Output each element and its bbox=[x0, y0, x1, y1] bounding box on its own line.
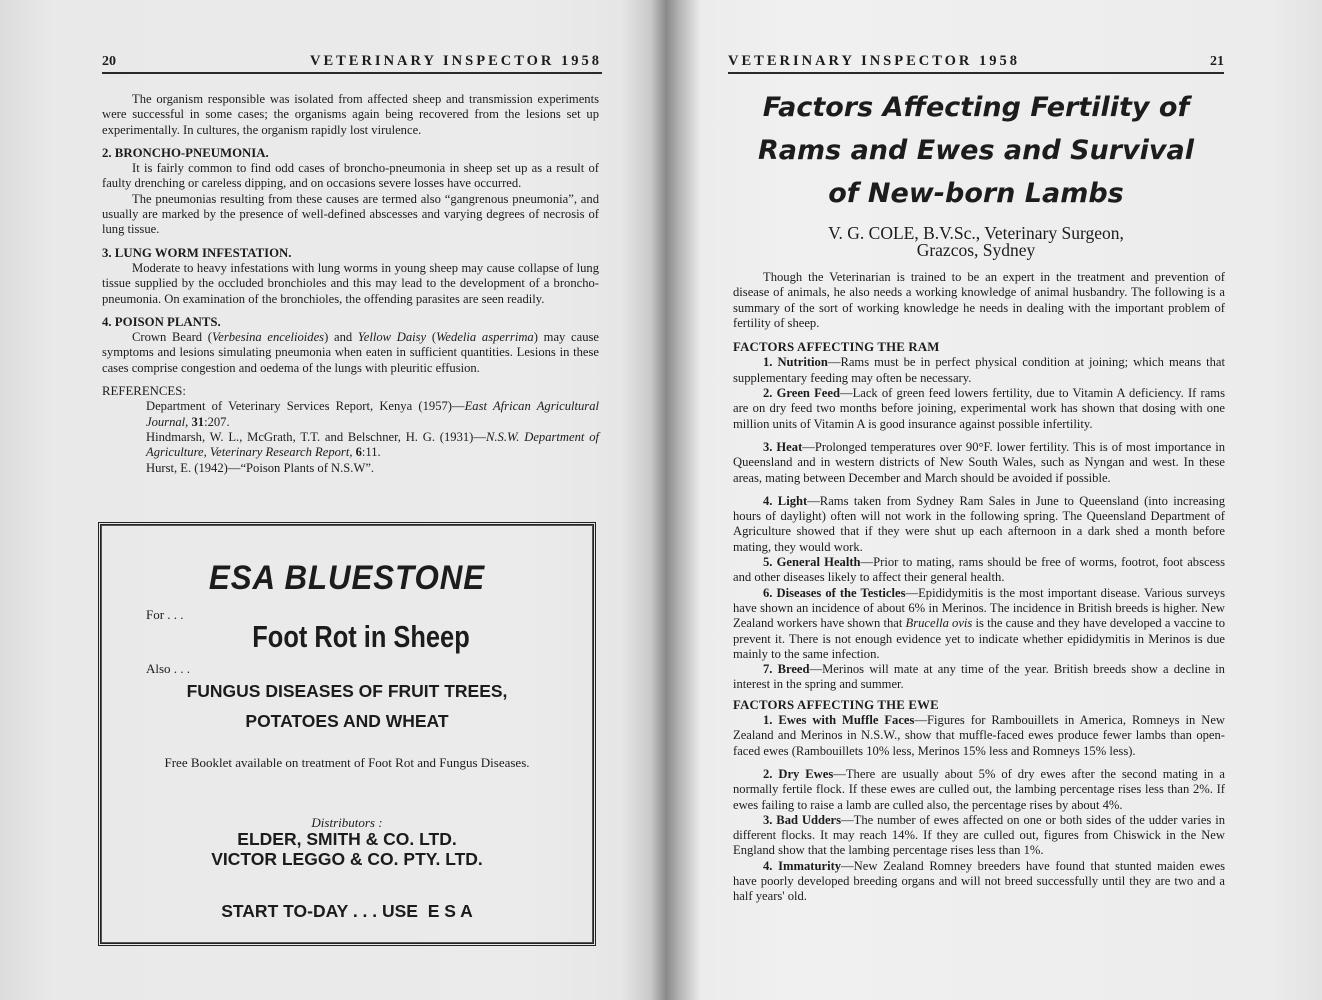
ad-distributors-label: Distributors : bbox=[311, 815, 383, 830]
ad-distributor-1: ELDER, SMITH & CO. LTD. bbox=[237, 829, 457, 849]
section-heading: 4. POISON PLANTS. bbox=[102, 314, 221, 329]
paragraph: Moderate to heavy infestations with lung worms in young sheep may cause collapse of lung tissue supplied by the occluded bronchioles and this may lead to the development of a broncho-pneumonia. On examination of the bronchioles, the offending parasites are seen readily. bbox=[102, 260, 599, 306]
left-column bbox=[102, 92, 599, 476]
author-byline: V. G. COLE, B.V.Sc., Veterinary Surgeon, Grazcos, Sydney bbox=[828, 223, 1124, 260]
ram-item: 2. Green Feed—Lack of green feed lowers fertility, due to Vitamin A deficiency. If rams are on dry feed two months before joining, experimental work has shown that dosing with one million units of Vitamin A is good insurance against possible infertility. bbox=[733, 386, 1225, 431]
ram-item: 3. Heat—Prolonged temperatures over 90°F. lower fertility. This is of most importance in Queensland and in western districts of New South Wales, such as Nyngan and west. In these areas, mating between December and March should be avoided if possible. bbox=[733, 439, 1225, 485]
ad-for-label: For . . . bbox=[146, 607, 184, 622]
section-heading: FACTORS AFFECTING THE EWE bbox=[733, 697, 939, 712]
ad-booklet-offer: Free Booklet available on treatment of Foot Rot and Fungus Diseases. bbox=[164, 755, 530, 770]
reference-item: Department of Veterinary Services Report, Kenya (1957)—East African Agricultural Journal, 31:207. bbox=[146, 399, 600, 429]
ad-also-label: Also . . . bbox=[146, 661, 191, 676]
page-number: 21 bbox=[1210, 54, 1224, 69]
ewe-item: 4. Immaturity—New Zealand Romney breeders have found that stunted maiden ewes have poorly developed breeding organs and will not breed successfully until they are two and a half years' old. bbox=[733, 858, 1225, 904]
reference-item: Hurst, E. (1942)—“Poison Plants of N.S.W”. bbox=[146, 460, 375, 475]
ram-item: 1. Nutrition—Rams must be in perfect physical condition at joining; which means that supplementary feeding may often be necessary. bbox=[733, 355, 1226, 385]
ewe-item: 3. Bad Udders—The number of ewes affected on one or both sides of the udder varies in different flocks. It may reach 14%. If they are culled out, figures from Chiswick in the New England show that the lambing percentage rises less than 1%. bbox=[733, 812, 1225, 858]
running-head-right bbox=[728, 48, 1224, 74]
ad-also-line-1: FUNGUS DISEASES OF FRUIT TREES, bbox=[186, 681, 508, 701]
intro-paragraph: The organism responsible was isolated from affected sheep and transmission experiments were successful in some cases; the organisms again being recovered from the lesions set up experimentally. In cultures, the organism rapidly lost virulence. bbox=[102, 92, 599, 137]
paragraph: Crown Beard (Verbesina encelioides) and Yellow Daisy (Wedelia asperrima) may cause symptoms and lesions simulating pneumonia when eaten in sufficient quantities. Lesions in these cases comprise congestion and oedema of the lungs with pleuritic effusion. bbox=[102, 330, 600, 375]
running-head-left bbox=[102, 48, 602, 74]
ad-main-use: Foot Rot in Sheep bbox=[252, 619, 470, 654]
ram-item: 6. Diseases of the Testicles—Epididymitis is the most important disease. Various surveys have shown an incidence of about 6% in Merinos. The incidence in British breeds is higher. New Zealand workers have shown that Brucella ovis is the cause and they have developed a vaccine to prevent it. There is not enough evidence yet to indicate whether epididymitis in Merinos is due mainly to the same infection. bbox=[733, 585, 1225, 661]
right-page bbox=[661, 0, 1322, 1000]
ram-item: 7. Breed—Merinos will mate at any time of the year. British breeds show a decline in interest in the spring and summer. bbox=[733, 662, 1225, 692]
page-number: 20 bbox=[102, 54, 116, 69]
paragraph: The pneumonias resulting from these causes are termed also “gangrenous pneumonia”, and usually are marked by the presence of well-defined abscesses and varying degrees of necrosis of lung tissue. bbox=[102, 191, 599, 237]
ad-distributor-2: VICTOR LEGGO & CO. PTY. LTD. bbox=[211, 849, 483, 869]
ewe-item: 2. Dry Ewes—There are usually about 5% of dry ewes after the second mating in a normally fertile flock. If these ewes are culled out, the lambing percentage rises less than 2%. If ewes failing to raise a lamb are culled also, the percentage rises by about 4%. bbox=[733, 766, 1225, 812]
ad-also-line-2: POTATOES AND WHEAT bbox=[245, 711, 449, 731]
right-column bbox=[733, 270, 1225, 905]
intro-paragraph: Though the Veterinarian is trained to be an expert in the treatment and prevention of disease of animals, he also needs a working knowledge of animal husbandry. The following is a summary of the sort of working knowledge he needs in dealing with the important problem of fertility of sheep. bbox=[733, 270, 1225, 330]
journal-title: VETERINARY INSPECTOR 1958 bbox=[728, 53, 1021, 69]
advertisement-box bbox=[98, 522, 596, 946]
article-title: Factors Affecting Fertility of Rams and Ewes and Survival of New-born Lambs bbox=[757, 92, 1195, 209]
journal-title: VETERINARY INSPECTOR 1958 bbox=[309, 53, 602, 69]
reference-item: Hindmarsh, W. L., McGrath, T.T. and Belschner, H. G. (1931)—N.S.W. Department of Agriculture, Veterinary Research Report, 6:11. bbox=[146, 429, 599, 460]
section-heading: 2. BRONCHO-PNEUMONIA. bbox=[102, 145, 269, 160]
ram-item: 5. General Health—Prior to mating, rams should be free of worms, footrot, foot abscess and other diseases likely to affect their general health. bbox=[733, 555, 1225, 585]
ad-call-to-action: START TO-DAY . . . USE E S A bbox=[221, 901, 473, 921]
ram-item: 4. Light—Rams taken from Sydney Ram Sales in June to Queensland (into increasing hours of daylight) often will not work in the following spring. The Queensland Department of Agriculture showed that if they were shut up each afternoon in a dark shed a month before mating, they would work. bbox=[733, 493, 1225, 554]
paragraph: It is fairly common to find odd cases of broncho-pneumonia in sheep set up as a result of faulty drenching or careless dipping, and on occasions severe losses have occurred. bbox=[102, 161, 599, 191]
ad-brand: ESA BLUESTONE bbox=[208, 559, 486, 597]
references-heading: REFERENCES: bbox=[102, 384, 186, 399]
section-heading: 3. LUNG WORM INFESTATION. bbox=[102, 245, 292, 260]
section-heading: FACTORS AFFECTING THE RAM bbox=[733, 340, 940, 355]
ewe-item: 1. Ewes with Muffle Faces—Figures for Rambouillets in America, Romneys in New Zealand and Merinos in N.S.W., show that muffle-faced ewes produce fewer lambs than open-faced ewes (Rambouillets 10% less, Merinos 15% less and Romneys 15% less). bbox=[733, 713, 1226, 758]
